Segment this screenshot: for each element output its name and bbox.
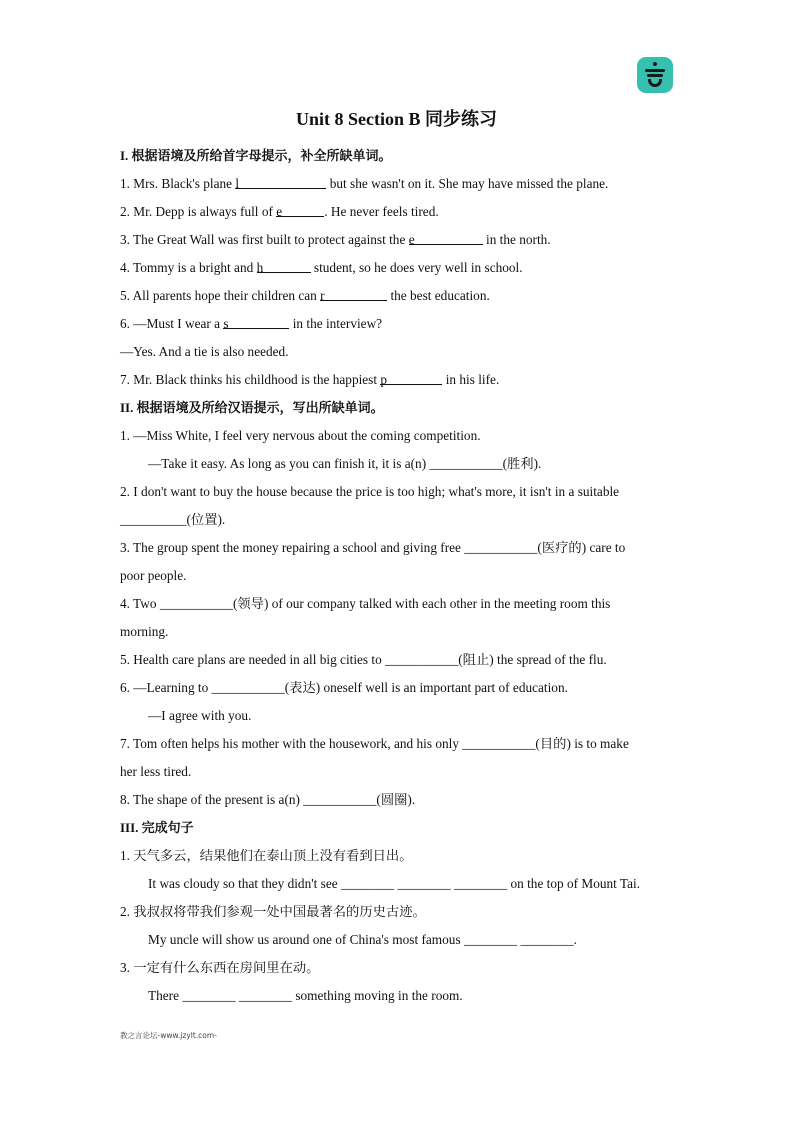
exercise-2-line: 3. The group spent the money repairing a school and giving free ___________(医疗的) care to xyxy=(120,540,626,555)
exercise-2-line: —I agree with you. xyxy=(148,708,252,723)
answer-blank[interactable]: s xyxy=(223,315,289,329)
section-3-heading: III. 完成句子 xyxy=(120,820,194,835)
exercise-1-item: 5. All parents hope their children can r the best education. xyxy=(120,288,490,303)
exercise-2-line: 2. I don't want to buy the house because the price is too high; what's more, it isn't in a suitable xyxy=(120,484,620,499)
answer-blank[interactable]: r xyxy=(320,287,387,301)
app-logo-icon xyxy=(637,57,673,93)
exercise-2-line: 7. Tom often helps his mother with the housework, and his only ___________(目的) is to make xyxy=(120,736,629,751)
exercise-3-line: It was cloudy so that they didn't see ________ ________ ________ on the top of Mount Tai. xyxy=(148,876,641,891)
exercise-1-item: 4. Tommy is a bright and h student, so he does very well in school. xyxy=(120,260,523,275)
exercise-3-line: 1. 天气多云，结果他们在泰山顶上没有看到日出。 xyxy=(120,848,413,863)
answer-blank[interactable]: e xyxy=(276,203,324,217)
exercise-2-line: 5. Health care plans are needed in all big cities to ___________(阻止) the spread of the flu. xyxy=(120,652,607,667)
exercise-1-item: 6. —Must I wear a s in the interview? xyxy=(120,316,383,331)
exercise-3-line: My uncle will show us around one of China's most famous ________ ________. xyxy=(148,932,577,947)
exercise-1-item: 3. The Great Wall was first built to protect against the e in the north. xyxy=(120,232,551,247)
answer-blank[interactable]: h xyxy=(257,259,311,273)
exercise-1-item: 2. Mr. Depp is always full of e . He never feels tired. xyxy=(120,204,439,219)
exercise-3-line: 2. 我叔叔将带我们参观一处中国最著名的历史古迹。 xyxy=(120,904,426,919)
exercise-2-line: __________(位置). xyxy=(120,512,226,527)
exercise-2-line: —Take it easy. As long as you can finish it, it is a(n) ___________(胜利). xyxy=(148,456,542,471)
section-2-heading: II. 根据语境及所给汉语提示，写出所缺单词。 xyxy=(120,400,384,415)
exercise-2-line: her less tired. xyxy=(120,764,192,779)
exercise-1-item: 7. Mr. Black thinks his childhood is the happiest p in his life. xyxy=(120,372,500,387)
answer-blank[interactable]: e xyxy=(409,231,483,245)
exercise-3-line: There ________ ________ something moving in the room. xyxy=(148,988,463,1003)
exercise-2-line: poor people. xyxy=(120,568,187,583)
exercise-2-line: 4. Two ___________(领导) of our company talked with each other in the meeting room this xyxy=(120,596,611,611)
page-title: Unit 8 Section B 同步练习 xyxy=(295,109,497,129)
section-1-heading: I. 根据语境及所给首字母提示，补全所缺单词。 xyxy=(120,148,392,163)
exercise-1-item: 1. Mrs. Black's plane l but she wasn't on it. She may have missed the plane. xyxy=(120,176,609,191)
answer-blank[interactable]: p xyxy=(380,371,442,385)
exercise-2-line: morning. xyxy=(120,624,169,639)
exercise-2-line: 6. —Learning to ___________(表达) oneself well is an important part of education. xyxy=(120,680,568,695)
page-footer: 教之言论坛-www.jzylt.com- xyxy=(120,1031,217,1040)
exercise-2-line: 8. The shape of the present is a(n) ___________(圆圈). xyxy=(120,792,416,807)
answer-blank[interactable]: l xyxy=(235,175,326,189)
exercise-3-line: 3. 一定有什么东西在房间里在动。 xyxy=(120,960,320,975)
exercise-2-line: 1. —Miss White, I feel very nervous about the coming competition. xyxy=(120,428,481,443)
exercise-1-item: —Yes. And a tie is also needed. xyxy=(120,344,289,359)
